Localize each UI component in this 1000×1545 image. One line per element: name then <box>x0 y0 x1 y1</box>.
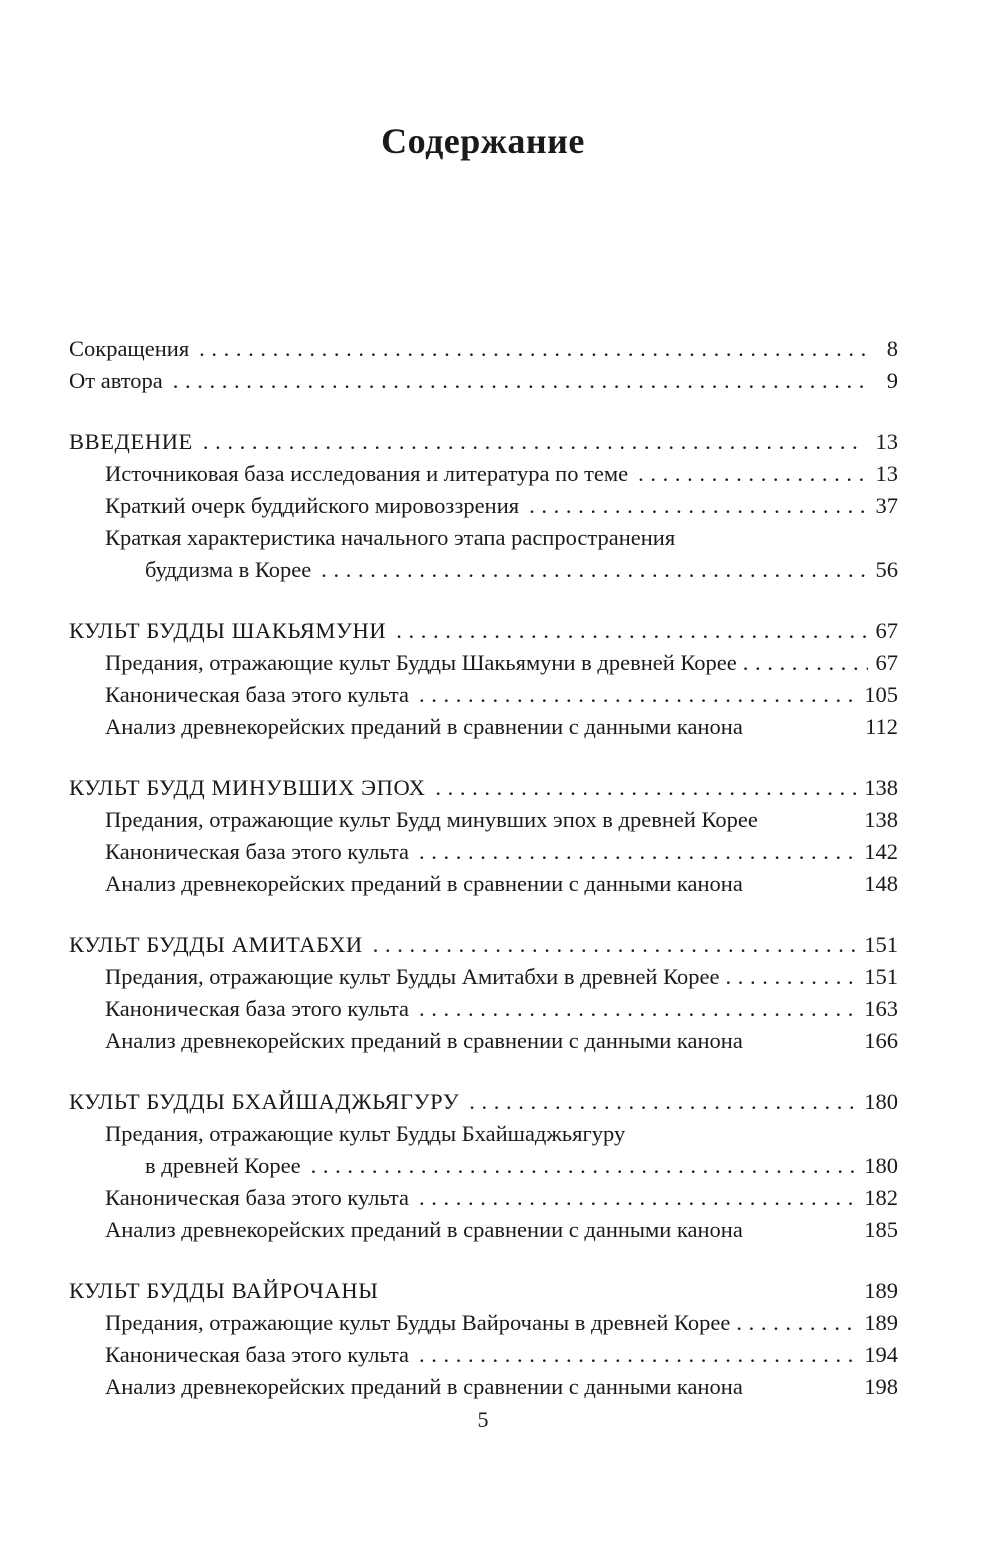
leader-dots <box>419 1182 856 1214</box>
section-title: Предания, отражающие культ Будды Вайрочаны в древней Корее <box>105 1310 731 1335</box>
section-title: Анализ древнекорейских преданий в сравнении с данными канона <box>105 1374 743 1399</box>
chapter-group <box>69 772 898 900</box>
section-page: 189 <box>864 1310 898 1335</box>
section-page: 13 <box>875 461 898 486</box>
chapter-entry[interactable] <box>69 772 898 804</box>
section-entry[interactable] <box>69 490 898 522</box>
section-entry[interactable] <box>69 1025 898 1057</box>
chapter-entry[interactable] <box>69 929 898 961</box>
chapter-page: 151 <box>864 932 898 957</box>
leader-dots <box>469 1086 856 1118</box>
section-page: 112 <box>865 714 898 739</box>
section-title: Каноническая база этого культа <box>105 682 409 707</box>
section-title: Предания, отражающие культ Будды Шакьямуни в древней Корее <box>105 650 737 675</box>
toc-entry-title: Сокращения <box>69 336 190 361</box>
leader-dots <box>311 1150 857 1182</box>
chapter-page: 180 <box>864 1089 898 1114</box>
chapter-entry[interactable] <box>69 1086 898 1118</box>
chapter-page: 189 <box>864 1278 898 1303</box>
chapter-page: 13 <box>875 429 898 454</box>
section-entry[interactable] <box>69 868 898 900</box>
section-page: 56 <box>875 557 898 582</box>
section-entry[interactable] <box>69 522 898 554</box>
section-page: 138 <box>864 807 898 832</box>
page-title: Содержание <box>381 121 585 161</box>
section-title: Краткий очерк буддийского мировоззрения <box>105 493 520 518</box>
leader-dots <box>736 1307 858 1339</box>
leader-dots <box>419 836 856 868</box>
section-page: 180 <box>864 1153 898 1178</box>
leader-dots <box>199 333 866 365</box>
section-page: 105 <box>864 682 898 707</box>
section-page: 185 <box>864 1217 898 1242</box>
section-title: Анализ древнекорейских преданий в сравнении с данными канона <box>105 1028 743 1053</box>
section-page: 142 <box>864 839 898 864</box>
front-matter <box>69 333 898 397</box>
section-entry[interactable] <box>69 1214 898 1246</box>
chapter-title: КУЛЬТ БУДДЫ ВАЙРОЧАНЫ <box>69 1278 379 1303</box>
section-entry[interactable] <box>69 1339 898 1371</box>
section-entry[interactable] <box>69 647 898 679</box>
chapter-title: КУЛЬТ БУДД МИНУВШИХ ЭПОХ <box>69 775 426 800</box>
section-page: 148 <box>864 871 898 896</box>
section-entry[interactable] <box>69 1307 898 1339</box>
section-entry[interactable] <box>69 711 898 743</box>
section-entry-continuation[interactable] <box>69 554 898 586</box>
leader-dots <box>396 615 866 647</box>
chapter-group <box>69 615 898 743</box>
section-title: Каноническая база этого культа <box>105 1342 409 1367</box>
chapter-entry[interactable] <box>69 426 898 458</box>
page-number: 5 <box>477 1407 489 1432</box>
leader-dots <box>638 458 866 490</box>
section-title-continuation: буддизма в Корее <box>145 557 312 582</box>
chapter-group <box>69 1086 898 1246</box>
section-title: Анализ древнекорейских преданий в сравнении с данными канона <box>105 1217 743 1242</box>
section-title: Анализ древнекорейских преданий в сравнении с данными канона <box>105 714 743 739</box>
leader-dots <box>373 929 856 961</box>
chapter-title: КУЛЬТ БУДДЫ АМИТАБХИ <box>69 932 363 957</box>
section-page: 67 <box>875 650 898 675</box>
chapter-title: ВВЕДЕНИЕ <box>69 429 193 454</box>
section-title: Каноническая база этого культа <box>105 996 409 1021</box>
toc-entry[interactable] <box>69 333 898 365</box>
section-title: Предания, отражающие культ Будды Амитабхи в древней Корее <box>105 964 720 989</box>
chapter-page: 67 <box>875 618 898 643</box>
section-entry[interactable] <box>69 1182 898 1214</box>
section-page: 163 <box>864 996 898 1021</box>
leader-dots <box>203 426 866 458</box>
leader-dots <box>173 365 866 397</box>
section-entry[interactable] <box>69 458 898 490</box>
section-page: 194 <box>864 1342 898 1367</box>
chapter-page: 138 <box>864 775 898 800</box>
leader-dots <box>419 1339 856 1371</box>
section-entry[interactable] <box>69 1371 898 1403</box>
chapter-entry[interactable] <box>69 1275 898 1307</box>
section-title: Предания, отражающие культ Будды Бхайшаджьягуру <box>105 1121 626 1146</box>
leader-dots <box>321 554 866 586</box>
section-title: Источниковая база исследования и литература по теме <box>105 461 629 486</box>
section-title: Каноническая база этого культа <box>105 839 409 864</box>
chapter-group <box>69 929 898 1057</box>
section-title-continuation: в древней Корее <box>145 1153 301 1178</box>
section-title: Краткая характеристика начального этапа распространения <box>105 525 676 550</box>
section-page: 166 <box>864 1028 898 1053</box>
leader-dots <box>435 772 856 804</box>
leader-dots <box>529 490 866 522</box>
leader-dots <box>419 679 856 711</box>
section-title: Каноническая база этого культа <box>105 1185 409 1210</box>
section-entry[interactable] <box>69 679 898 711</box>
leader-dots <box>725 961 858 993</box>
section-page: 182 <box>864 1185 898 1210</box>
leader-dots <box>743 647 868 679</box>
chapter-group <box>69 426 898 586</box>
section-entry[interactable] <box>69 993 898 1025</box>
chapter-entry[interactable] <box>69 615 898 647</box>
section-entry[interactable] <box>69 1118 898 1150</box>
chapter-title: КУЛЬТ БУДДЫ БХАЙШАДЖЬЯГУРУ <box>69 1089 460 1114</box>
leader-dots <box>419 993 856 1025</box>
section-entry-continuation[interactable] <box>69 1150 898 1182</box>
section-page: 198 <box>864 1374 898 1399</box>
section-entry[interactable] <box>69 804 898 836</box>
toc-entry[interactable] <box>69 365 898 397</box>
section-entry[interactable] <box>69 961 898 993</box>
section-title: Предания, отражающие культ Будд минувших эпох в древней Корее <box>105 807 758 832</box>
section-page: 37 <box>875 493 898 518</box>
table-of-contents <box>69 333 898 1432</box>
toc-entry-title: От автора <box>69 368 163 393</box>
toc-entry-page: 8 <box>886 336 898 361</box>
chapter-title: КУЛЬТ БУДДЫ ШАКЬЯМУНИ <box>69 618 387 643</box>
chapter-group <box>69 1275 898 1403</box>
section-title: Анализ древнекорейских преданий в сравнении с данными канона <box>105 871 743 896</box>
section-entry[interactable] <box>69 836 898 868</box>
section-page: 151 <box>864 964 898 989</box>
toc-entry-page: 9 <box>886 368 898 393</box>
